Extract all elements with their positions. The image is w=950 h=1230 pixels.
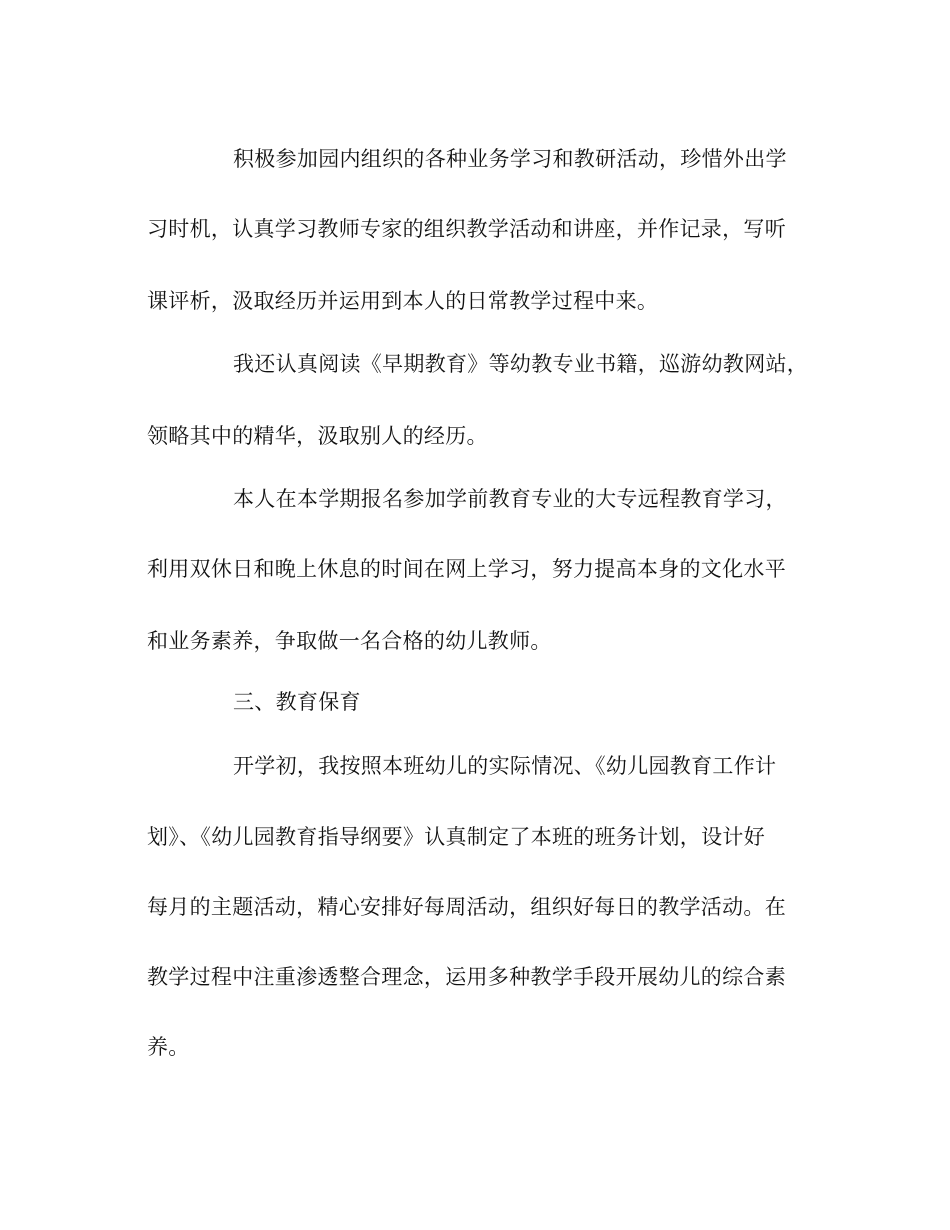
paragraph-line: 养。 xyxy=(147,1035,190,1059)
paragraph-line: 本人在本学期报名参加学前教育专业的大专远程教育学习， xyxy=(233,487,787,511)
paragraph-line: 领略其中的精华，汲取别人的经历。 xyxy=(147,424,488,448)
paragraph-line: 划》、《幼儿园教育指导纲要》认真制定了本班的班务计划，设计好 xyxy=(147,825,765,849)
paragraph-line: 课评析，汲取经历并运用到本人的日常教学过程中来。 xyxy=(147,289,659,313)
paragraph-line: 我还认真阅读《早期教育》等幼教专业书籍，巡游幼教网站， xyxy=(233,352,809,376)
paragraph-line: 和业务素养，争取做一名合格的幼儿教师。 xyxy=(147,629,552,653)
paragraph-line: 教学过程中注重渗透整合理念，运用多种教学手段开展幼儿的综合素 xyxy=(147,965,786,989)
paragraph-line: 每月的主题活动，精心安排好每周活动，组织好每日的教学活动。在 xyxy=(147,895,786,919)
paragraph-line: 习时机，认真学习教师专家的组织教学活动和讲座，并作记录，写听 xyxy=(147,217,786,241)
paragraph-line: 积极参加园内组织的各种业务学习和教研活动，珍惜外出学 xyxy=(233,147,787,171)
paragraph-line: 利用双休日和晚上休息的时间在网上学习，努力提高本身的文化水平 xyxy=(147,557,786,581)
section-heading: 三、教育保育 xyxy=(233,690,361,714)
paragraph-line: 开学初，我按照本班幼儿的实际情况、《幼儿园教育工作计 xyxy=(233,754,777,778)
